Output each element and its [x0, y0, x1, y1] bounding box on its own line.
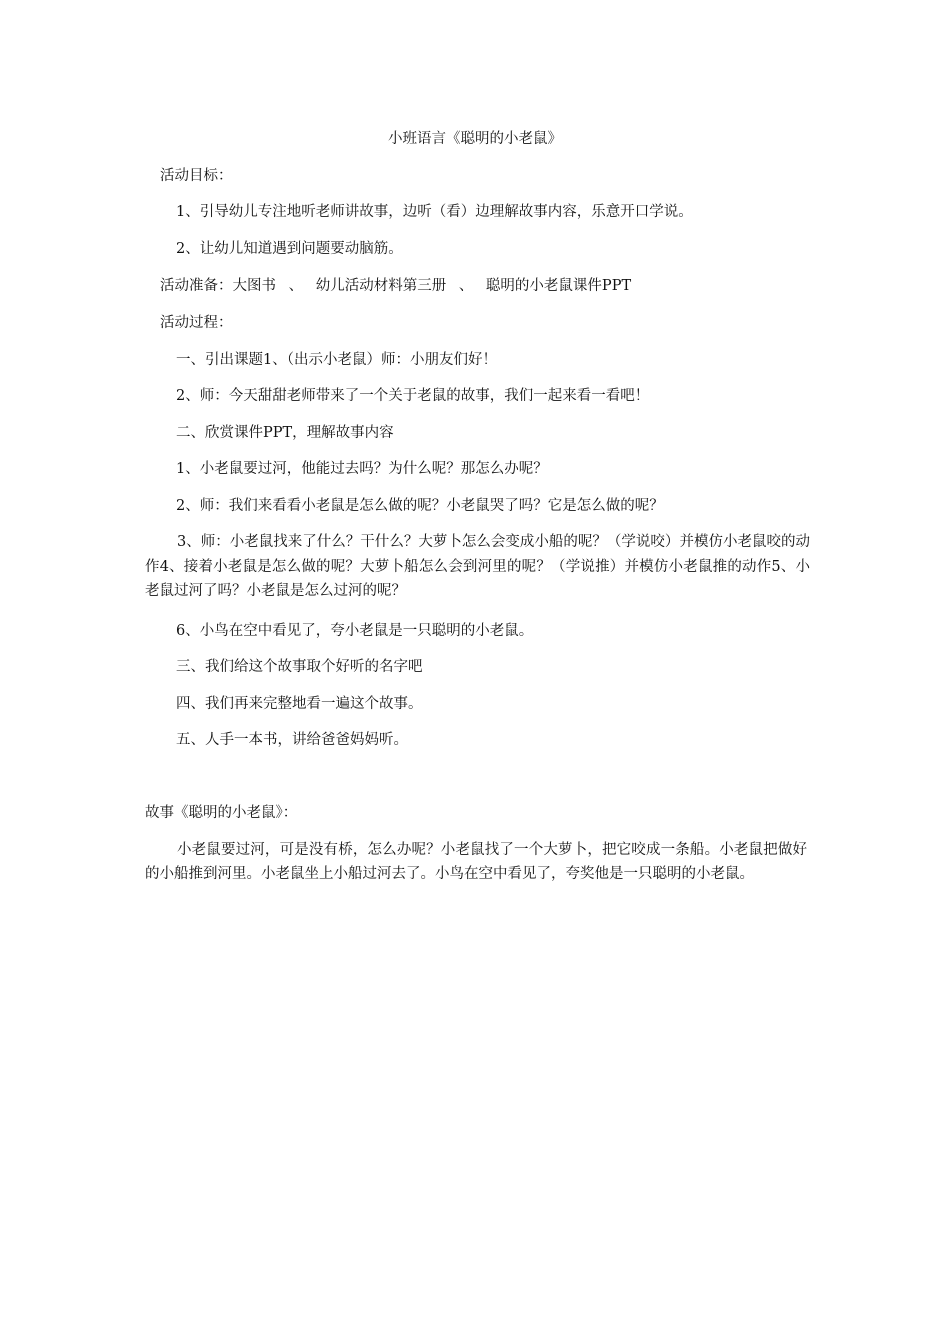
preparation-line: 活动准备：大图书 、 幼儿活动材料第三册 、 聪明的小老鼠课件PPT: [160, 278, 632, 294]
goal-heading: 活动目标：: [160, 168, 233, 184]
page-title: 小班语言《聪明的小老鼠》: [388, 131, 562, 147]
step-4: 四、我们再来完整地看一遍这个故事。: [176, 696, 423, 712]
process-heading: 活动过程：: [160, 315, 233, 331]
goal-item-1: 1、引导幼儿专注地听老师讲故事，边听（看）边理解故事内容，乐意开口学说。: [176, 204, 693, 220]
step-2-2: 2、师：我们来看看小老鼠是怎么做的呢？小老鼠哭了吗？它是怎么做的呢？: [176, 498, 664, 514]
step-2-3-paragraph: 3、师：小老鼠找来了什么？干什么？大萝卜怎么会变成小船的呢？（学说咬）并模仿小老鼠咬的动作4、接着小老鼠是怎么做的呢？大萝卜船怎么会到河里的呢？（学说推）并模仿小老鼠推的动作5、小老鼠过河了吗？小老鼠是怎么过河的呢？: [145, 534, 810, 599]
step-2-6: 6、小鸟在空中看见了，夸小老鼠是一只聪明的小老鼠。: [176, 623, 534, 639]
step-1-2: 2、师：今天甜甜老师带来了一个关于老鼠的故事，我们一起来看一看吧！: [176, 388, 650, 404]
step-2: 二、欣赏课件PPT，理解故事内容: [176, 425, 394, 441]
goal-item-2: 2、让幼儿知道遇到问题要动脑筋。: [176, 241, 403, 257]
step-5: 五、人手一本书，讲给爸爸妈妈听。: [176, 732, 408, 748]
story-paragraph: 小老鼠要过河，可是没有桥，怎么办呢？小老鼠找了一个大萝卜，把它咬成一条船。小老鼠把做好的小船推到河里。小老鼠坐上小船过河去了。小鸟在空中看见了，夸奖他是一只聪明的小老鼠。: [145, 842, 807, 882]
step-2-1: 1、小老鼠要过河，他能过去吗？为什么呢？那怎么办呢？: [176, 461, 548, 477]
step-1: 一、引出课题1、（出示小老鼠）师：小朋友们好！: [176, 352, 497, 368]
step-3: 三、我们给这个故事取个好听的名字吧: [176, 659, 423, 675]
story-heading: 故事《聪明的小老鼠》：: [145, 805, 298, 821]
